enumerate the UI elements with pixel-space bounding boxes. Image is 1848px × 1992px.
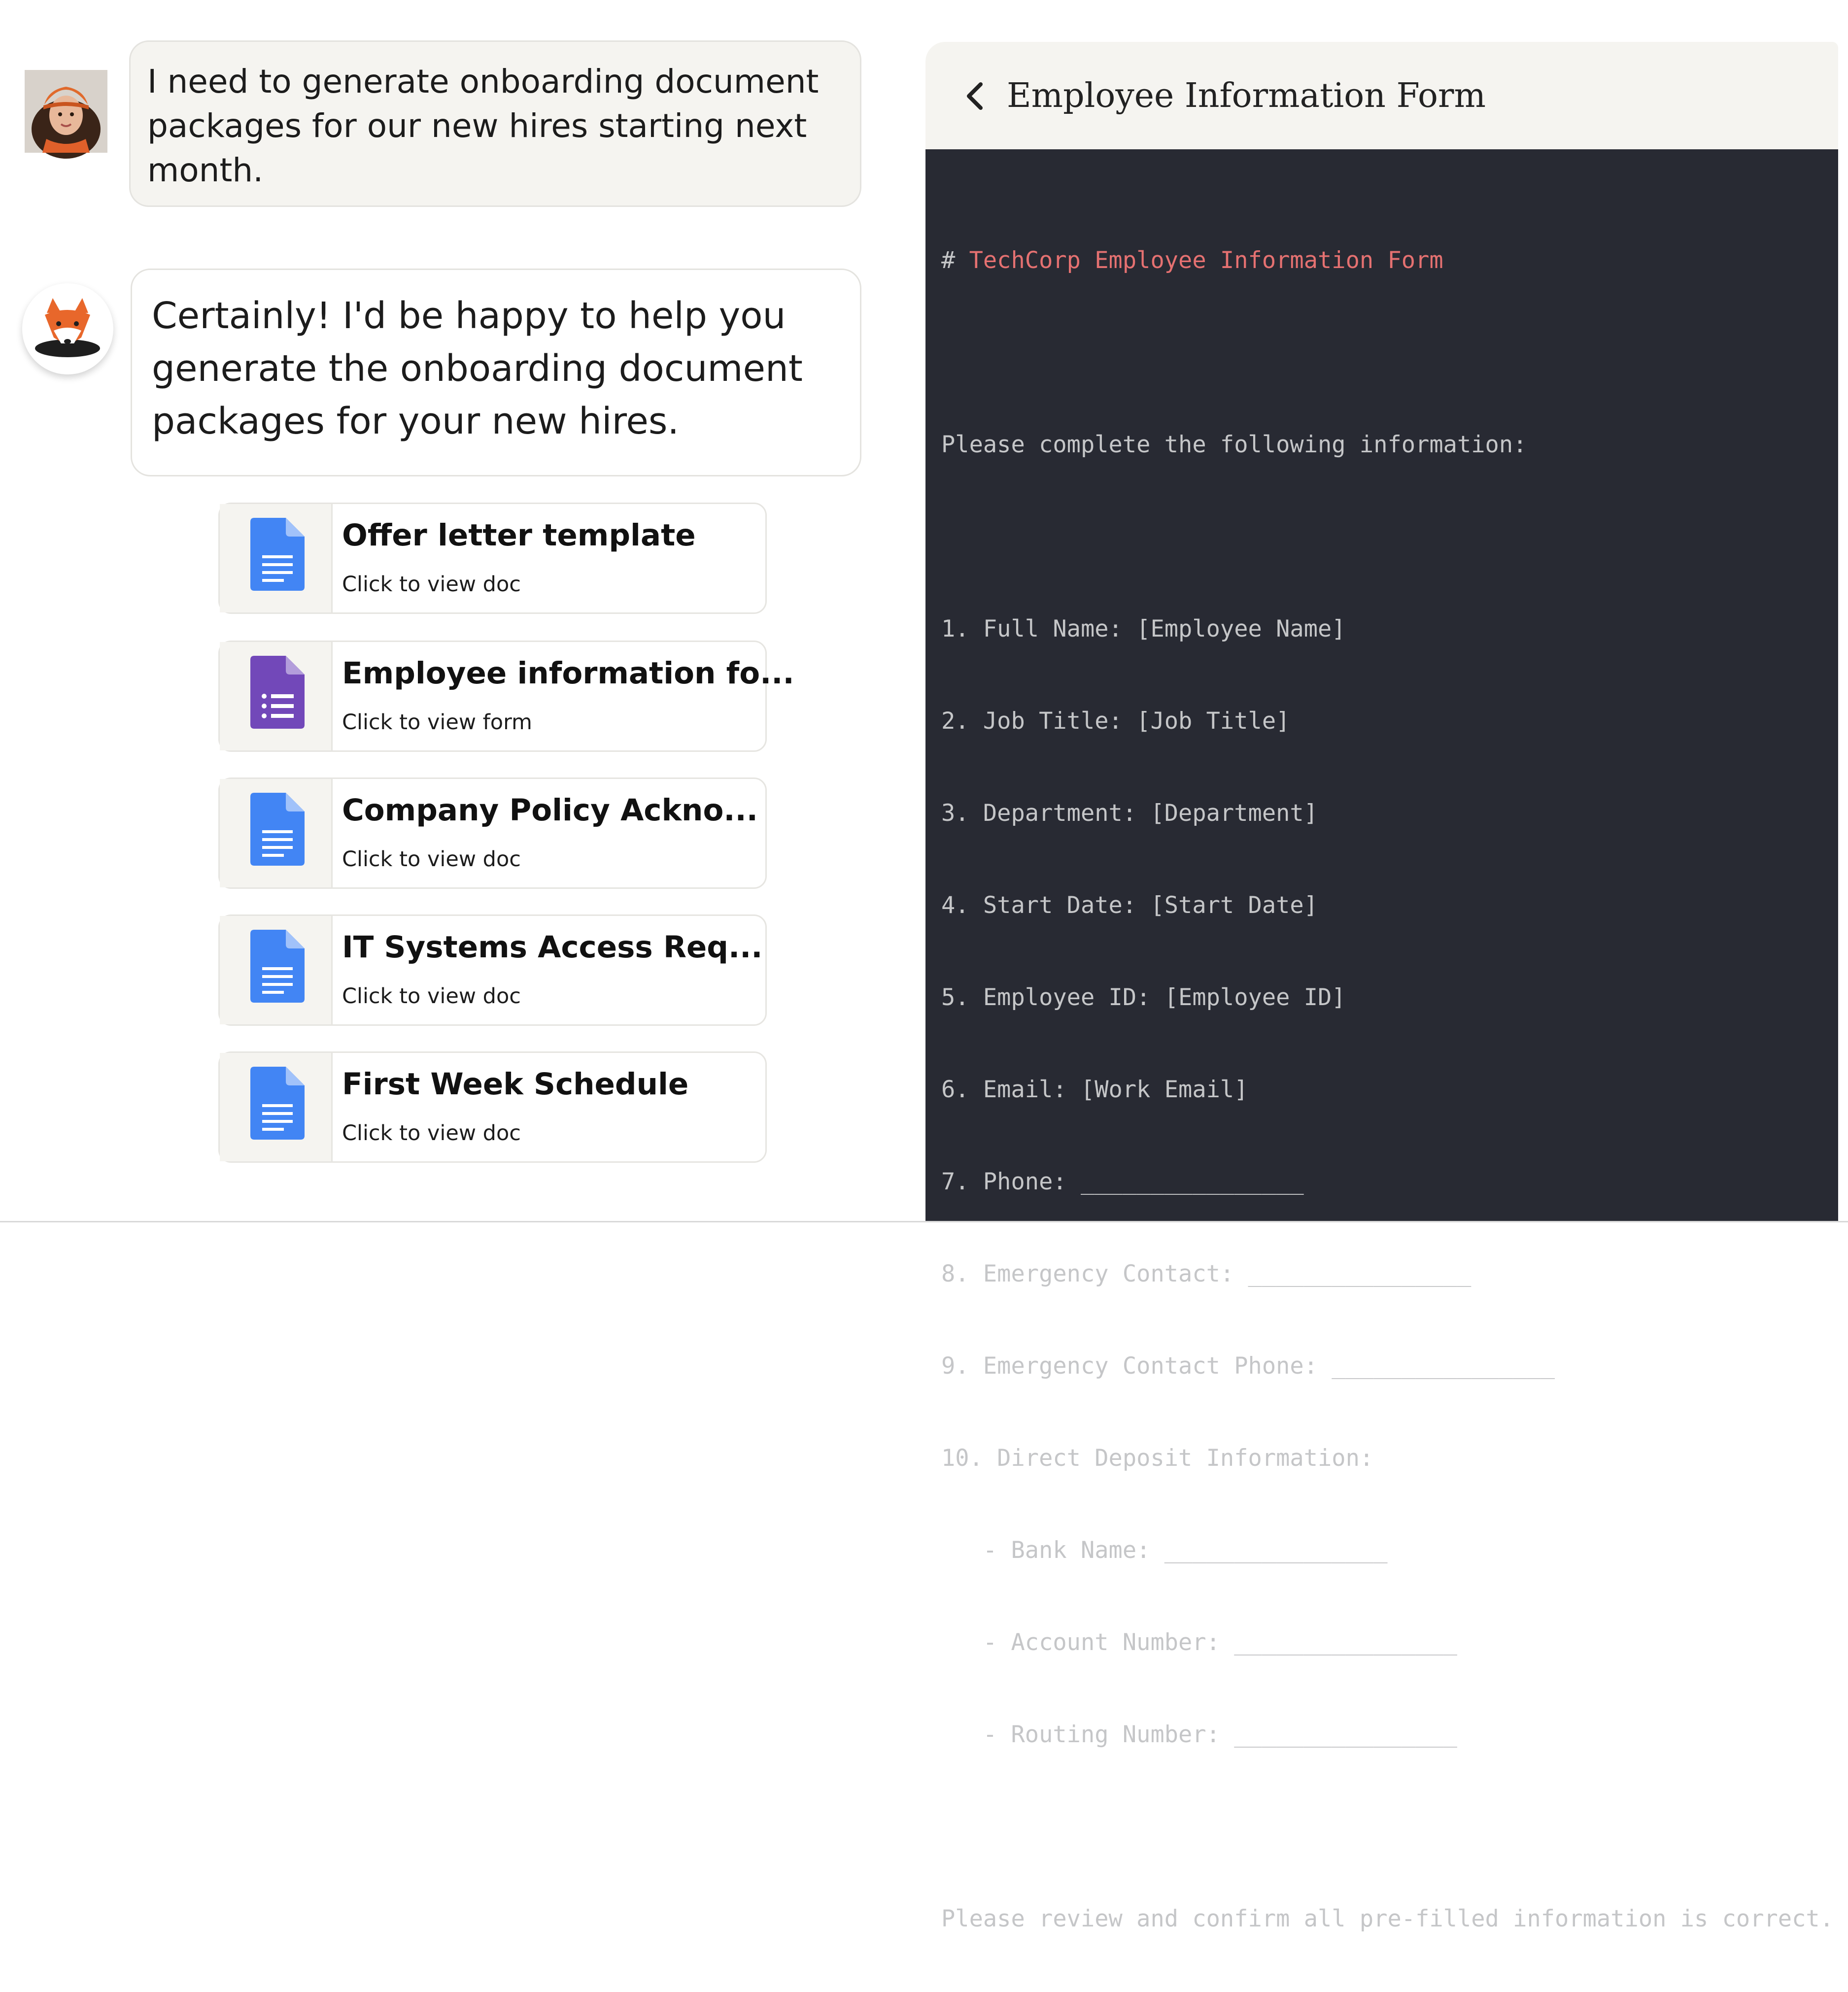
- document-heading: [941, 241, 1834, 279]
- doc-card-link-text[interactable]: Click to view doc: [342, 847, 521, 872]
- document-line: 7. Phone: ________________: [941, 1168, 1304, 1195]
- assistant-message-text: Certainly! I'd be happy to help you generate the onboarding document packages for your new hires.: [152, 295, 803, 442]
- doc-card-link-text[interactable]: Click to view doc: [342, 572, 521, 597]
- chevron-left-icon[interactable]: [963, 80, 987, 112]
- doc-card-title: IT Systems Access Req...: [342, 930, 763, 965]
- user-message-text: I need to generate onboarding document packages for our new hires starting next month.: [147, 63, 819, 189]
- document-panel-title: Employee Information Form: [1007, 76, 1486, 115]
- google-docs-icon: [250, 1067, 305, 1140]
- document-line: - Account Number: ________________: [941, 1629, 1457, 1656]
- document-line: Please review and confirm all pre-filled information is correct.: [941, 1905, 1834, 1932]
- user-message-bubble: [129, 40, 861, 207]
- doc-card-title: First Week Schedule: [342, 1067, 689, 1102]
- google-docs-icon: [250, 930, 305, 1003]
- document-content: [941, 187, 1834, 1992]
- heading-hash: #: [941, 247, 956, 274]
- doc-card-link-text[interactable]: Click to view doc: [342, 984, 521, 1009]
- doc-icon-panel: [220, 916, 333, 1024]
- document-code-view: [925, 149, 1838, 1932]
- doc-card-company-policy[interactable]: [218, 777, 767, 889]
- google-docs-icon: [250, 793, 305, 866]
- user-avatar-image: [25, 70, 107, 153]
- document-line: 6. Email: [Work Email]: [941, 1076, 1248, 1103]
- document-line: 10. Direct Deposit Information:: [941, 1445, 1374, 1472]
- user-avatar: [25, 70, 107, 153]
- doc-icon-panel: [220, 1053, 333, 1161]
- document-line: 2. Job Title: [Job Title]: [941, 708, 1290, 735]
- document-line: 8. Emergency Contact: ________________: [941, 1260, 1472, 1287]
- doc-icon-panel: [220, 779, 333, 887]
- google-forms-icon: [250, 656, 305, 729]
- assistant-message-bubble: [131, 269, 861, 476]
- doc-card-it-systems-access[interactable]: [218, 914, 767, 1026]
- document-line: [941, 334, 1834, 371]
- doc-card-title: Company Policy Ackno...: [342, 793, 758, 828]
- doc-icon-panel: [220, 642, 333, 750]
- document-line: 9. Emergency Contact Phone: ________________: [941, 1352, 1555, 1380]
- document-line: - Bank Name: ________________: [941, 1537, 1388, 1564]
- fox-logo-icon: [22, 283, 113, 374]
- doc-card-title: Employee information fo...: [342, 656, 794, 691]
- doc-card-link-text[interactable]: Click to view form: [342, 710, 532, 735]
- document-line: [941, 518, 1834, 556]
- document-line: 5. Employee ID: [Employee ID]: [941, 984, 1346, 1011]
- document-line: 1. Full Name: [Employee Name]: [941, 615, 1346, 642]
- document-line: 4. Start Date: [Start Date]: [941, 892, 1318, 919]
- assistant-avatar: [22, 283, 113, 374]
- doc-icon-panel: [220, 504, 333, 612]
- doc-card-first-week-schedule[interactable]: [218, 1051, 767, 1163]
- google-docs-icon: [250, 518, 305, 591]
- document-line: 3. Department: [Department]: [941, 800, 1318, 827]
- document-line: [941, 1808, 1834, 1846]
- document-panel-header: [925, 42, 1838, 149]
- doc-card-title: Offer letter template: [342, 518, 696, 553]
- document-line: - Routing Number: ________________: [941, 1721, 1457, 1748]
- heading-text: TechCorp Employee Information Form: [969, 247, 1443, 274]
- doc-card-link-text[interactable]: Click to view doc: [342, 1121, 521, 1146]
- doc-card-employee-information-form[interactable]: [218, 641, 794, 752]
- document-line: Please complete the following information:: [941, 431, 1527, 458]
- bottom-divider: [0, 1221, 1848, 1222]
- doc-card-offer-letter[interactable]: [218, 503, 767, 614]
